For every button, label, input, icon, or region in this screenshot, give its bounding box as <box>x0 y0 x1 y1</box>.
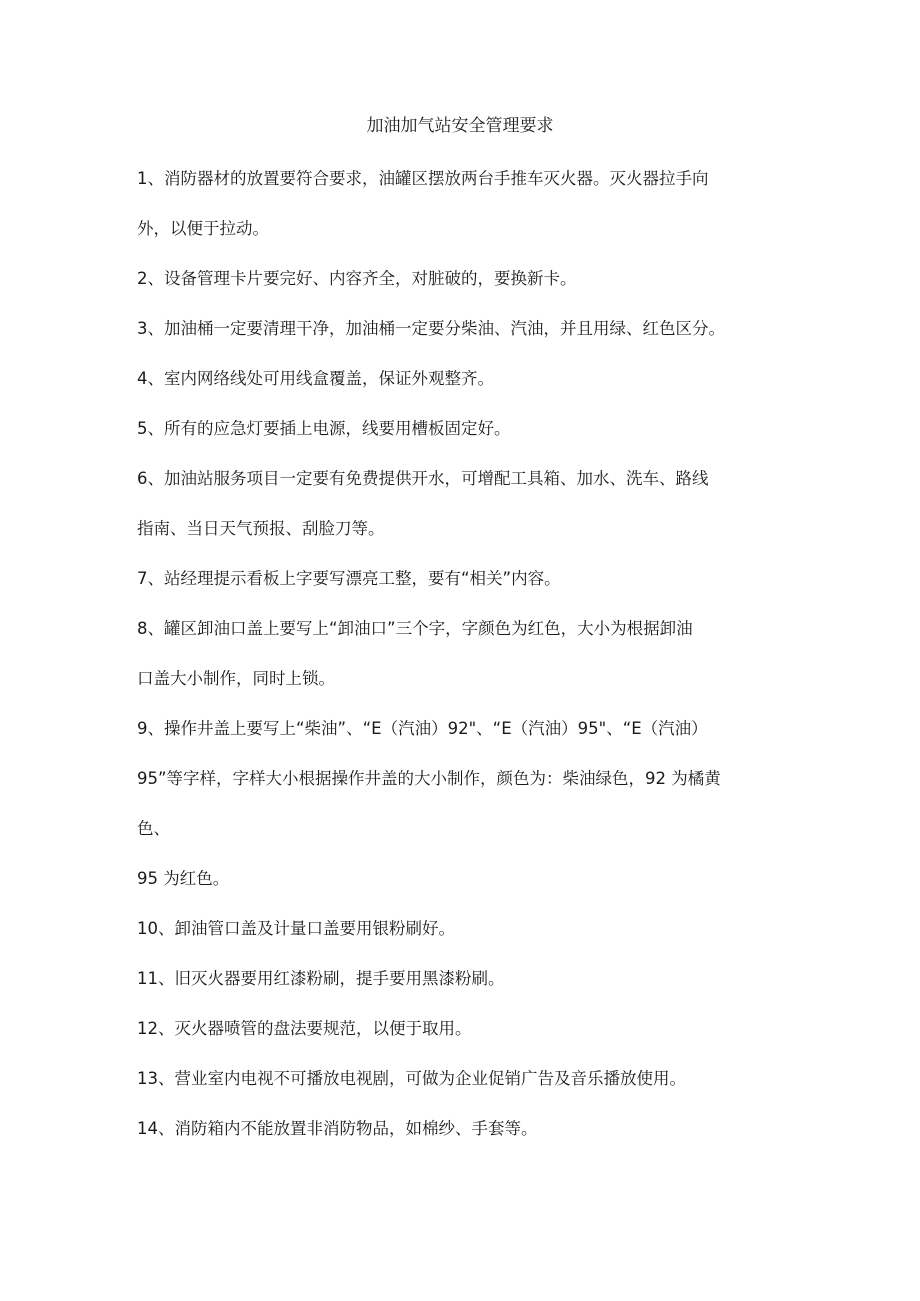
text-line: 2、设备管理卡片要完好、内容齐全，对脏破的，要换新卡。 <box>137 269 577 288</box>
text-line: 12、灭火器喷管的盘法要规范，以便于取用。 <box>137 1019 472 1038</box>
text-line: 95”等字样，字样大小根据操作井盖的大小制作，颜色为：柴油绿色，92 为橘黄 <box>137 769 721 788</box>
text-line: 10、卸油管口盖及计量口盖要用银粉刷好。 <box>137 919 455 938</box>
text-line: 11、旧灭火器要用红漆粉刷，提手要用黑漆粉刷。 <box>137 969 505 988</box>
text-line: 13、营业室内电视不可播放电视剧，可做为企业促销广告及音乐播放使用。 <box>137 1069 686 1088</box>
text-line: 口盖大小制作，同时上锁。 <box>137 669 335 688</box>
text-line: 外，以便于拉动。 <box>137 219 269 238</box>
text-line: 1、消防器材的放置要符合要求，油罐区摆放两台手推车灭火器。灭火器拉手向 <box>137 169 709 188</box>
text-line: 3、加油桶一定要清理干净，加油桶一定要分柴油、汽油，并且用绿、红色区分。 <box>137 319 725 338</box>
text-line: 8、罐区卸油口盖上要写上“卸油口”三个字，字颜色为红色，大小为根据卸油 <box>137 619 693 638</box>
text-line: 14、消防箱内不能放置非消防物品，如棉纱、手套等。 <box>137 1119 538 1138</box>
text-line: 5、所有的应急灯要插上电源，线要用槽板固定好。 <box>137 419 511 438</box>
text-line: 95 为红色。 <box>137 869 230 888</box>
text-line: 9、操作井盖上要写上“柴油”、“E（汽油）92"、“E（汽油）95"、“E（汽油） <box>137 719 708 738</box>
text-line: 6、加油站服务项目一定要有免费提供开水，可增配工具箱、加水、洗车、路线 <box>137 469 709 488</box>
document-body <box>137 154 797 1154</box>
text-line: 7、站经理提示看板上字要写漂亮工整，要有“相关”内容。 <box>137 569 561 588</box>
text-line: 4、室内网络线处可用线盒覆盖，保证外观整齐。 <box>137 369 494 388</box>
text-line: 指南、当日天气预报、刮脸刀等。 <box>137 519 385 538</box>
text-line: 色、 <box>137 819 170 838</box>
document-title: 加油加气站安全管理要求 <box>366 116 554 136</box>
